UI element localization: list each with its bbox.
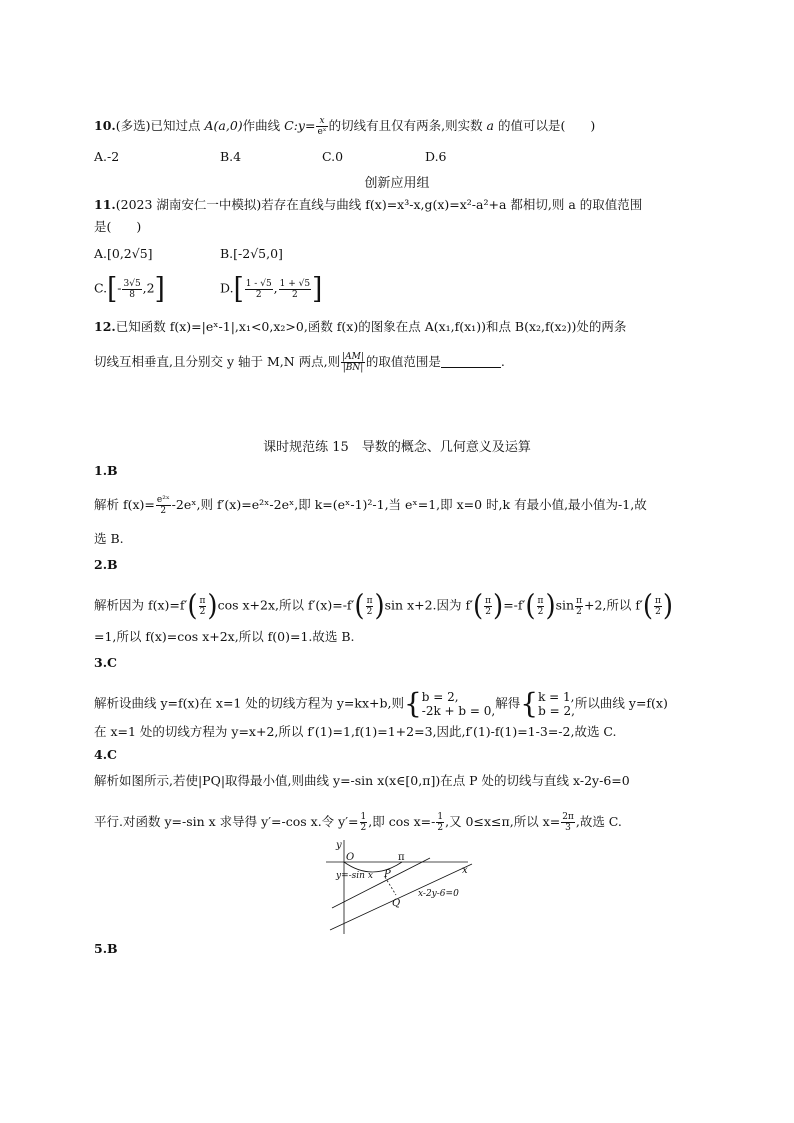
question-number: 10. (94, 118, 116, 133)
origin-label: O (346, 852, 355, 863)
x-axis-label: x (462, 865, 468, 876)
answer-4-line1: 解析如图所示,若使|PQ|取得最小值,则曲线 y=-sin x(x∈[0,π])在点 P 处的切线与直线 x-2y-6=0 (94, 773, 630, 788)
answer-1-line2: 选 B. (94, 531, 124, 546)
question-12-line2: 切线互相垂直,且分别交 y 轴于 M,N 两点,则 $\frac{|AM|}{|BN|}$ 的取值范围是 . (94, 352, 505, 373)
answer-4-label: 4.C (94, 747, 117, 762)
p-label: P (384, 869, 391, 880)
curve-label: y=-sin x (336, 871, 373, 881)
question-10: 10.(多选)已知过点 A(a,0)作曲线 C:y= $\frac{x}{\text{eˣ}}$ 的切线有且仅有两条,则实数 a 的值可以是( ) (94, 116, 596, 137)
answer-3-line2: 在 x=1 处的切线方程为 y=x+2,所以 f′(1)=1,f(1)=1+2=3,因此,f′(1)-f(1)=1-3=-2,故选 C. (94, 724, 617, 739)
answer-4-line2: 平行.对函数 y=-sin x 求导得 y′=-cos x.令 y′= $\frac{1}{2}$ ,即 cos x=- $\frac{1}{2}$ ,又 0≤x≤π,所以 x= $\frac{2\pi}{3}$ ,故选 C. (94, 812, 622, 833)
answer-blank (441, 355, 501, 368)
pi-label: π (398, 852, 405, 863)
option-a: A.[0,2√5] (94, 246, 153, 261)
answer-1-label: 1.B (94, 463, 118, 478)
option-c: C.0 (322, 149, 344, 164)
answers-title: 课时规范练 15 导数的概念、几何意义及运算 (263, 440, 531, 455)
answer-2: 解析因为 f(x)=f′( $\frac{\pi}{2}$ )cos x+2x,所以 f′(x)=-f′( $\frac{\pi}{2}$ )sin x+2.因为 f′( $\frac{\pi}{2}$ )=-f′( $\frac{\pi}{2}$ )sin $\frac{\pi}{2}$ +2,所以 f′( $\frac{\pi}{2}$ ) (94, 589, 674, 623)
tangent-figure (318, 838, 478, 938)
answer-1: 解析 f(x)= $\frac{\text{e²ˣ}}{2}$ -2eˣ,则 f′(x)=e²ˣ-2eˣ,即 k=(eˣ-1)²-1,当 eˣ=1,即 x=0 时,k 有最小值,最小值为-1,故 (94, 495, 647, 516)
question-11-line2: 是( ) (94, 219, 142, 234)
section-title: 创新应用组 (364, 176, 430, 191)
answer-3-label: 3.C (94, 655, 117, 670)
option-a: A.-2 (94, 149, 120, 164)
option-b: B.[-2√5,0] (220, 246, 283, 261)
option-b: B.4 (220, 149, 242, 164)
option-d: D.6 (425, 149, 447, 164)
question-11: 11.(2023 湖南安仁一中模拟)若存在直线与曲线 f(x)=x³-x,g(x)=x²-a²+a 都相切,则 a 的取值范围 (94, 197, 643, 212)
tangent-line (332, 858, 430, 908)
y-axis-label: y (336, 840, 342, 851)
answer-5-label: 5.B (94, 941, 118, 956)
fraction: $\frac{x}{\text{eˣ}}$ (317, 116, 327, 137)
question-12: 12.已知函数 f(x)=|eˣ-1|,x₁<0,x₂>0,函数 f(x)的图象在点 A(x₁,f(x₁))和点 B(x₂,f(x₂))处的两条 (94, 319, 627, 334)
q-label: Q (392, 898, 401, 909)
answer-3: 解析设曲线 y=f(x)在 x=1 处的切线方程为 y=kx+b,则{ b = 2, -2k + b = 0, 解得{ k = 1, b = 2, 所以曲线 y=f(x) (94, 687, 668, 720)
option-c: C.[- $\frac{3√5}{8}$ ,2] (94, 272, 165, 306)
line-label: x-2y-6=0 (418, 889, 459, 899)
option-d: D.[ $\frac{1 - √5}{2}$ , $\frac{1 + √5}{2}$ ] (220, 272, 323, 306)
answer-2-line2: =1,所以 f(x)=cos x+2x,所以 f(0)=1.故选 B. (94, 629, 355, 644)
answer-2-label: 2.B (94, 557, 118, 572)
